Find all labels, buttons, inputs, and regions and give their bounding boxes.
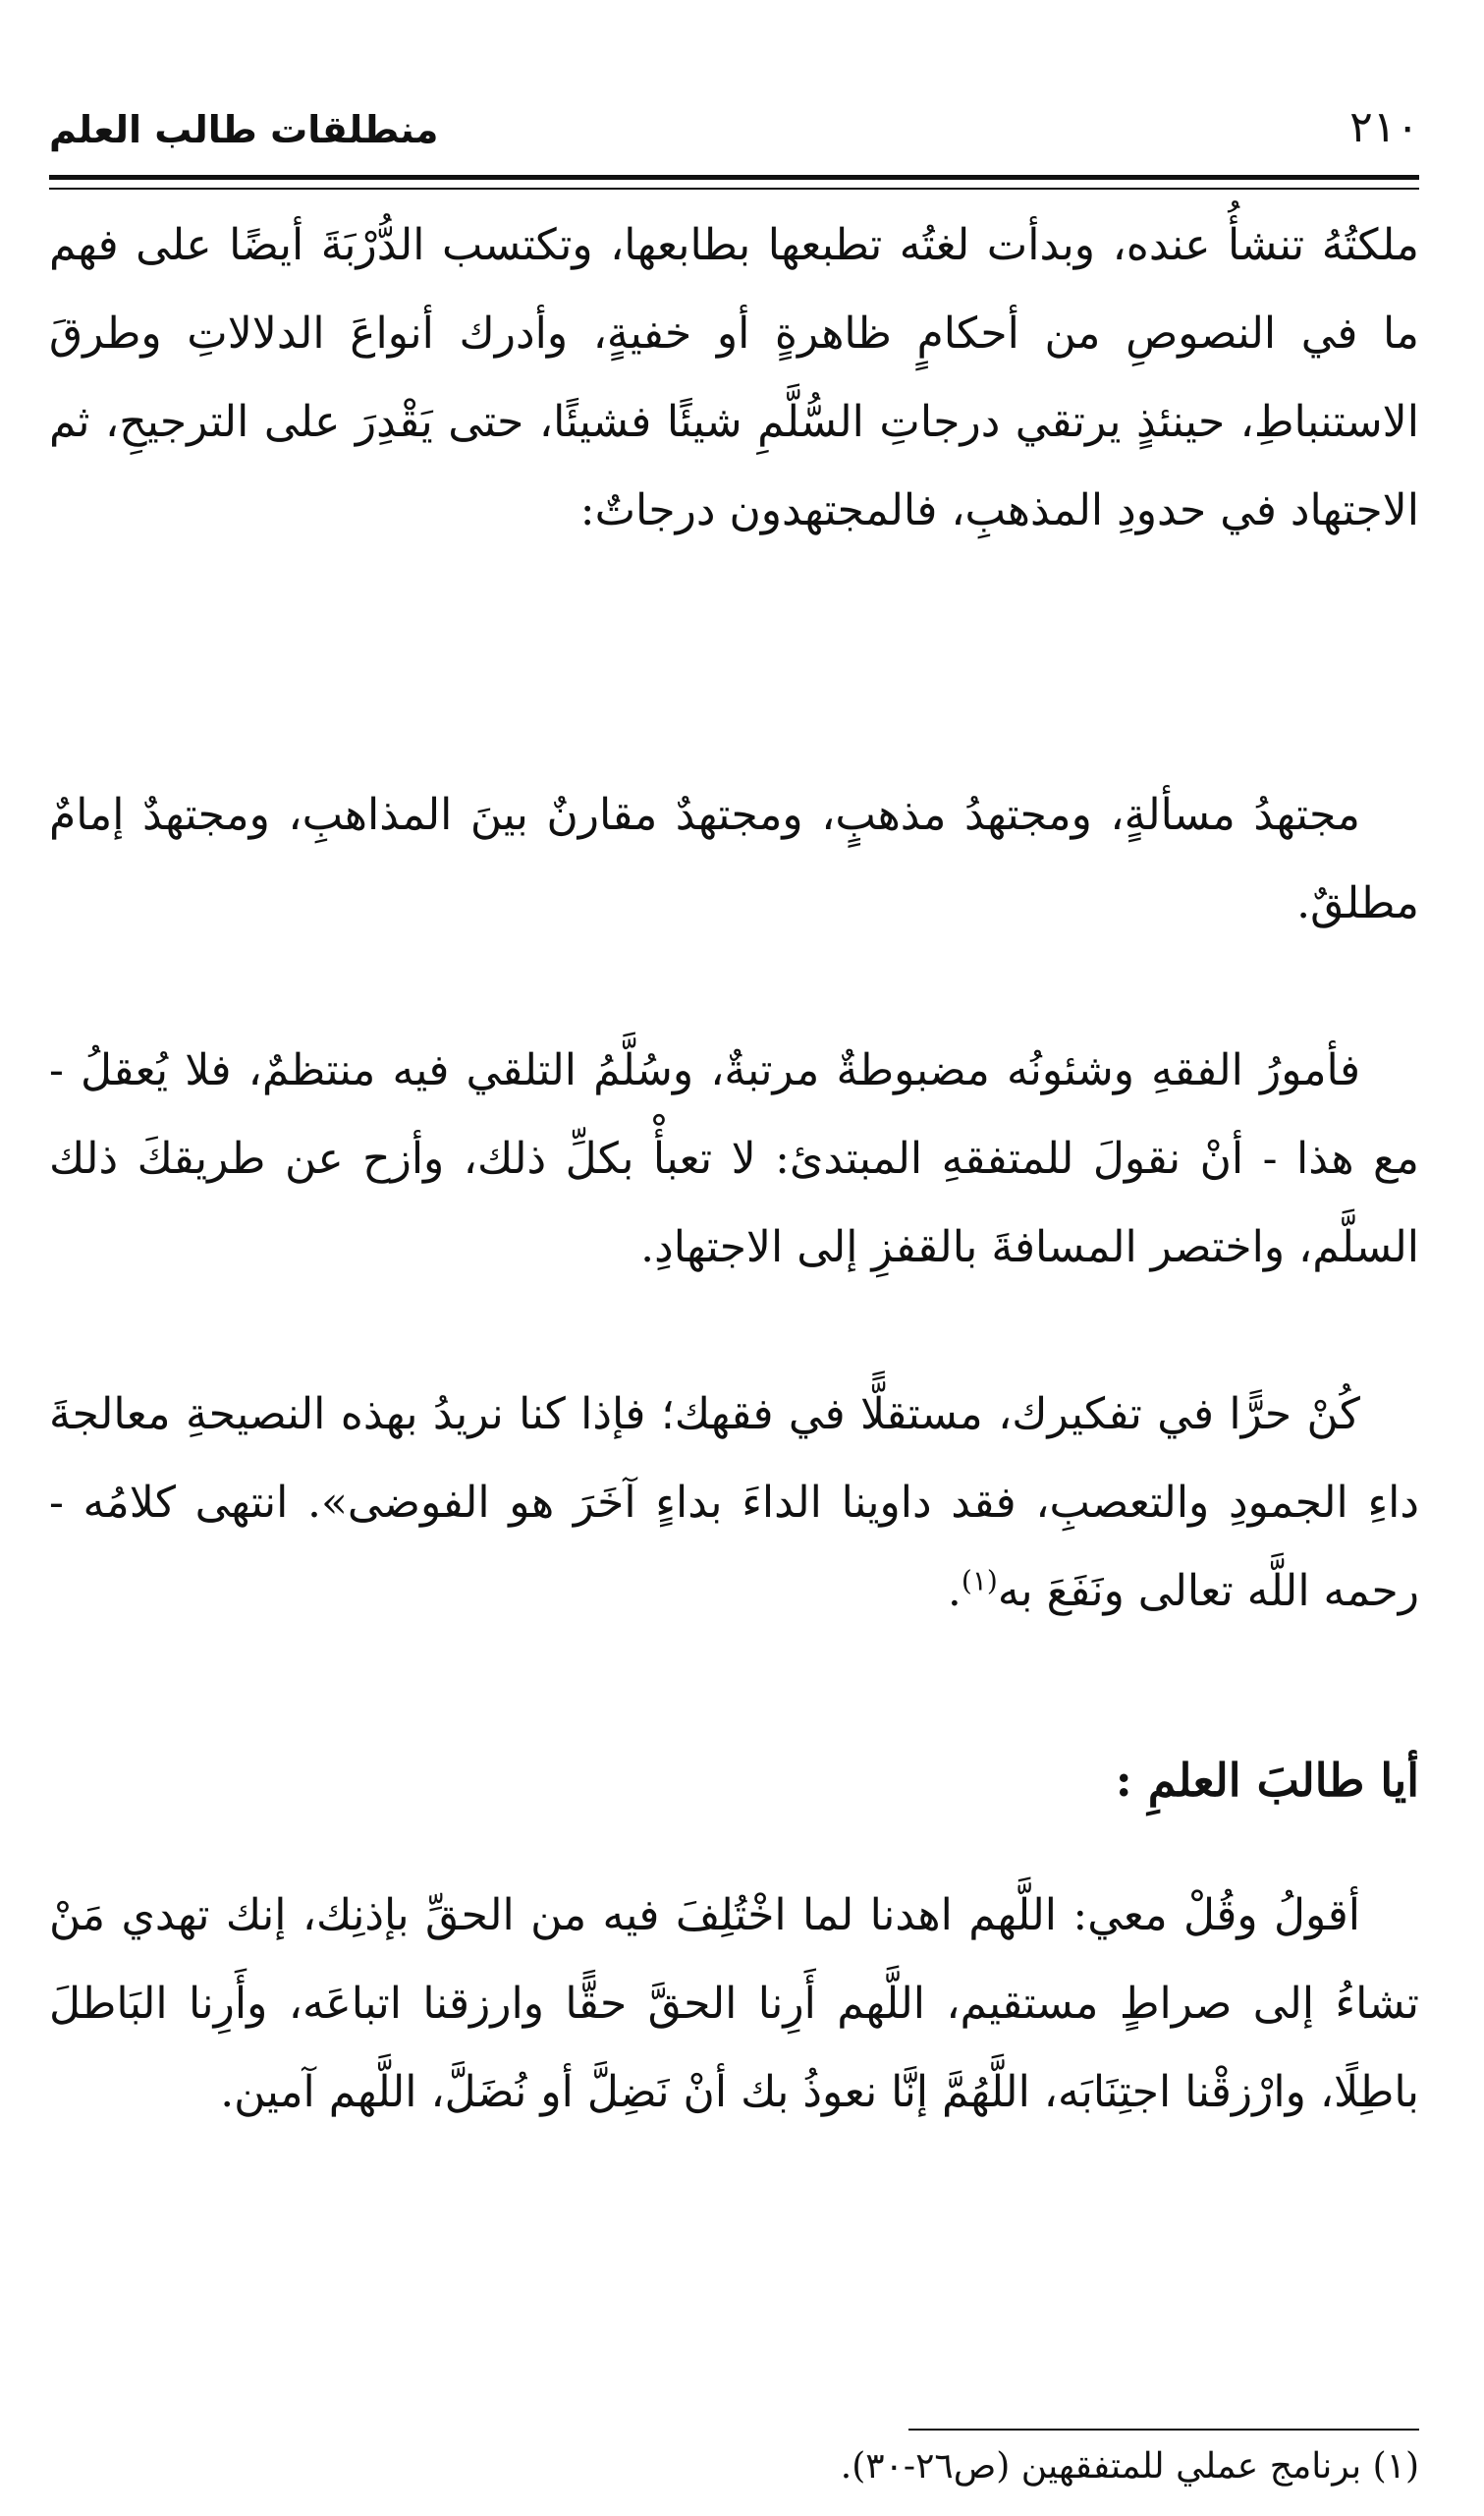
header-rule-thin [49, 188, 1419, 190]
paragraph-2 [49, 771, 1419, 948]
section-heading: أيا طالبَ العلمِ : [1115, 1754, 1419, 1807]
paragraph-5 [49, 1872, 1419, 2137]
paragraph-2-text: مجتهدُ مسألةٍ، ومجتهدُ مذهبٍ، ومجتهدٌ مقارنٌ بينَ المذاهبِ، ومجتهدٌ إمامٌ مطلقٌ. [49, 790, 1419, 928]
paragraph-4-text: كُنْ حرًّا في تفكيرك، مستقلًّا في فقهك؛ فإذا كنا نريدُ بهذه النصيحةِ معالجةَ داءِ الجمودِ والتعصبِ، فقد داوينا الداءَ بداءٍ آخَرَ هو الفوضى». انتهى كلامُه - رحمه اللَّه تعالى ونَفَعَ به [49, 1389, 1419, 1616]
prayer-text: أقولُ وقُلْ معي: اللَّهم اهدنا لما اخْتُلِفَ فيه من الحقِّ بإذنِك، إنك تهدي مَنْ تشاءُ إلى صراطٍ مستقيم، اللَّهم أَرِنا الحقَّ حقًّا وارزقنا اتباعَه، وأَرِنا البَاطلَ باطِلًا، وارْزقْنا اجتِنَابَه، اللَّهُمَّ إنَّا نعوذُ بك أنْ نَضِلَّ أو نُضَلَّ، اللَّهم آمين. [49, 1890, 1419, 2117]
running-title: منطلقات طالب العلم [49, 108, 439, 151]
paragraph-4-end: . [947, 1566, 962, 1616]
paragraph-1-text: ملكتُهُ تنشأُ عنده، وبدأت لغتُه تطبعها بطابعها، وتكتسب الدُّرْبَةَ أيضًا على فهم ما في النصوصِ من أحكامٍ ظاهرةٍ أو خفيةٍ، وأدرك أنواعَ الدلالاتِ وطرقَ الاستنباطِ، حينئذٍ يرتقي درجاتِ السُّلَّمِ شيئًا فشيئًا، حتى يَقْدِرَ على الترجيحِ، ثم الاجتهاد في حدودِ المذهبِ، فالمجتهدون درجاتٌ: [49, 220, 1419, 535]
paragraph-4-block [49, 1370, 1419, 1636]
paragraph-4 [49, 1370, 1419, 1636]
paragraph-3 [49, 1027, 1419, 1292]
page-header [49, 98, 1419, 157]
page-number: ٢١٠ [1349, 102, 1419, 152]
footnote-rule [908, 2429, 1419, 2431]
header-rule-thick [49, 175, 1419, 180]
paragraph-1 [49, 201, 1419, 555]
footnote-reference[interactable]: (١) [961, 1564, 998, 1597]
paragraph-3-text: فأمورُ الفقهِ وشئونُه مضبوطةٌ مرتبةٌ، وسُلَّمُ التلقي فيه منتظمٌ، فلا يُعقلُ - مع هذا - أنْ نقولَ للمتفقهِ المبتدئ: لا تعبأْ بكلِّ ذلك، وأزح عن طريقكَ ذلك السلَّم، واختصر المسافةَ بالقفزِ إلى الاجتهادِ. [49, 1045, 1419, 1272]
footnote: (١) برنامج عملي للمتفقهين (ص٢٦-٣٠). [840, 2446, 1419, 2487]
